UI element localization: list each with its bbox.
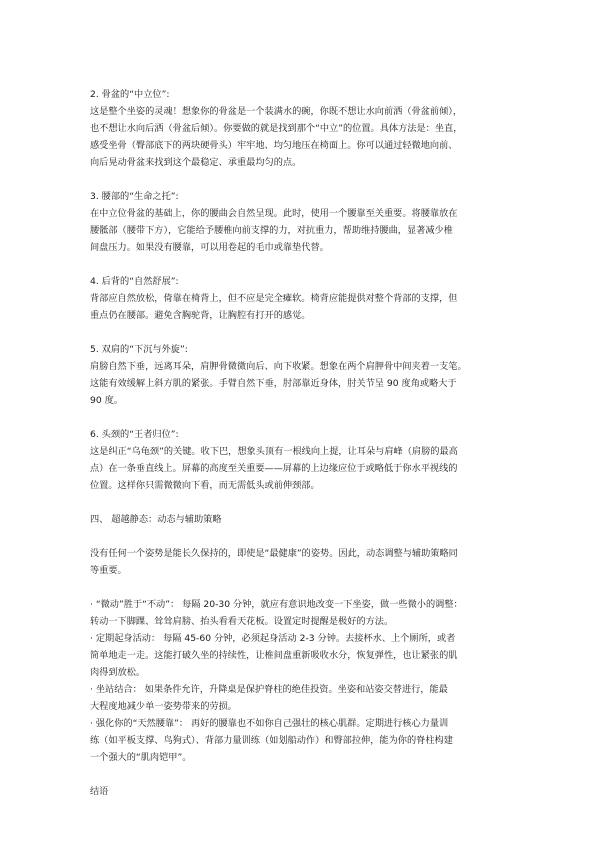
text-line: 点）在一条垂直线上。屏幕的高度至关重要——屏幕的上边缘应位于或略低于你水平视线的 [90, 463, 458, 474]
text-line: 等重要。 [90, 565, 127, 576]
section-first-line: 6. 头颈的“王者归位”: [90, 429, 179, 440]
text-line: · 强化你的“天然腰靠”： 再好的腰靠也不如你自己强壮的核心肌群。定期进行核心力量训 [90, 718, 449, 729]
text-line: 这是整个坐姿的灵魂！想象你的骨盆是一个装满水的碗，你既不想让水向前洒（骨盆前倾）， [90, 106, 463, 117]
section-first-line: 没有任何一个姿势是能长久保持的，即使是“最健康”的姿势。因此，动态调整与辅助策略同 [90, 548, 458, 559]
lumbar-section [90, 188, 508, 256]
intro-paragraph [90, 545, 508, 579]
strategy-list [90, 596, 508, 766]
section-first-line: 5. 双肩的“下沉与外旋”: [90, 344, 188, 355]
text-line: 这是纠正“乌龟颈”的关键。收下巴，想象头顶有一根线向上提，让耳朵与肩峰（肩膀的最高 [90, 446, 458, 457]
section-first-line: 2. 骨盆的“中立位”: [90, 89, 170, 100]
text-line: 也不想让水向后洒（骨盆后倾）。你要做的就是找到那个“中立”的位置。具体方法是：坐直， [90, 123, 463, 134]
text-line: 练（如平板支撑、鸟狗式）、背部力量训练（如划船动作）和臀部拉伸，能为你的脊柱构建 [90, 735, 453, 746]
conclusion-heading [90, 783, 508, 800]
text-line: 90 度。 [90, 395, 123, 406]
section-first-line: 4. 后背的“自然舒展”: [90, 276, 179, 287]
text-line: 背部应自然放松，倚靠在椅背上，但不应是完全瘫软。椅背应能提供对整个背部的支撑，但 [90, 293, 458, 304]
text-line: 肩膀自然下垂，远离耳朵，肩胛骨微微向后、向下收紧。想象在两个肩胛骨中间夹着一支笔。 [90, 361, 467, 372]
text-line: 位置。这样你只需微微向下看，而无需低头或前伸颈部。 [90, 480, 320, 491]
back-section [90, 273, 508, 324]
section-first-line: · “微动”胜于“不动”： 每隔 20-30 分钟，就应有意识地改变一下坐姿，做一些微小的调整： [90, 599, 463, 610]
text-line: 肉得到放松。 [90, 667, 146, 678]
neck-section [90, 426, 508, 494]
text-line: 感受坐骨（臀部底下的两块硬骨头）牢牢地、均匀地压在椅面上。你可以通过轻微地向前、 [90, 140, 458, 151]
section-first-line: 结语 [90, 786, 109, 797]
chapter-four-heading [90, 511, 508, 528]
text-line: · 定期起身活动： 每隔 45-60 分钟，必须起身活动 2-3 分钟。去接杯水、上个厕所，或者 [90, 633, 456, 644]
text-line: 一个强大的“肌肉铠甲”。 [90, 752, 192, 763]
shoulder-section [90, 341, 508, 409]
text-line: 向后晃动骨盆来找到这个最稳定、承重最均匀的点。 [90, 157, 302, 168]
text-line: 简单地走一走。这能打破久坐的持续性，让椎间盘重新吸收水分，恢复弹性，也让紧张的肌 [90, 650, 458, 661]
text-line: 大程度地减少单一姿势带来的劳损。 [90, 701, 237, 712]
text-line: · 坐站结合： 如果条件允许，升降桌是保护脊柱的绝佳投资。坐姿和站姿交替进行，能最 [90, 684, 448, 695]
text-line: 在中立位骨盆的基础上，你的腰曲会自然呈现。此时，使用一个腰靠至关重要。将腰靠放在 [90, 208, 458, 219]
section-first-line: 3. 腰部的“生命之托”: [90, 191, 179, 202]
section-first-line: 四、 超越静态：动态与辅助策略 [90, 514, 222, 525]
text-line: 这能有效缓解上斜方肌的紧张。手臂自然下垂，肘部靠近身体，肘关节呈 90 度角或略大于 [90, 378, 457, 389]
text-line: 重点仍在腰部。避免含胸驼背，让胸腔有打开的感觉。 [90, 310, 311, 321]
pelvis-section [90, 86, 508, 171]
text-line: 转动一下脚踝、耸耸肩膀、抬头看看天花板。设置定时提醒是极好的方法。 [90, 616, 394, 627]
text-line: 腰骶部（腰带下方），它能给予腰椎向前支撑的力，对抗重力，帮助维持腰曲，显著减少椎 [90, 225, 453, 236]
document-body [90, 86, 508, 817]
text-line: 间盘压力。如果没有腰靠，可以用卷起的毛巾或靠垫代替。 [90, 242, 329, 253]
